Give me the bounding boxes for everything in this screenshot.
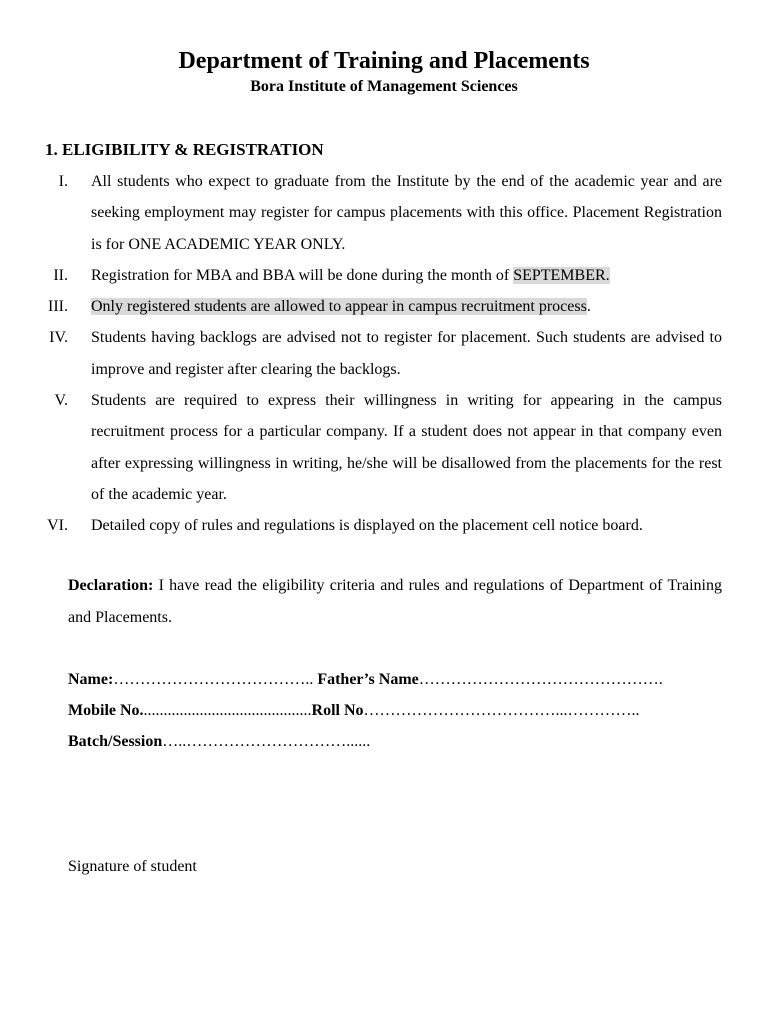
roll-no-field[interactable]: ………………………………...…………..	[363, 702, 640, 719]
item-text: All students who expect to graduate from the Institute by the end of the academic year and are seeking employment may register for campus placements with this office. Placement Registration is for ONE ACADEMIC YEAR ONLY.	[91, 173, 722, 253]
highlighted-text: SEPTEMBER.	[513, 266, 610, 284]
item-text-plain: Registration for MBA and BBA will be done during the month of	[91, 266, 514, 284]
item-text	[91, 291, 722, 322]
list-item	[0, 322, 768, 385]
item-text: Detailed copy of rules and regulations is displayed on the placement cell notice board.	[91, 517, 643, 535]
father-name-field[interactable]: ……………………………………….	[418, 671, 663, 688]
item-number: VI.	[47, 517, 68, 535]
declaration-text: I have read the eligibility criteria and rules and regulations of Department of Training and Placements.	[68, 577, 722, 626]
highlighted-text: Only registered students are allowed to appear in campus recruitment process	[91, 298, 587, 316]
item-text	[91, 260, 722, 291]
list-item	[0, 385, 768, 510]
declaration	[68, 570, 722, 633]
roll-no-label: Roll No	[311, 702, 364, 719]
form-row-batch	[68, 726, 722, 757]
form-row-mobile	[68, 695, 722, 726]
item-text: Students are required to express their willingness in writing for appearing in the campus recruitment process for a particular company. If a student does not appear in that company even after expressing willingness in writing, he/she will be disallowed from the placements for the rest of the academic year.	[91, 392, 722, 503]
father-name-label: Father’s Name	[317, 671, 419, 688]
list-item	[0, 166, 768, 260]
item-number: IV.	[49, 329, 68, 347]
form-row-name	[68, 664, 722, 695]
signature-label: Signature of student	[68, 858, 197, 875]
item-number: II.	[53, 266, 68, 284]
list-item	[0, 260, 768, 291]
rules-list	[0, 166, 768, 542]
item-text: Students having backlogs are advised not to register for placement. Such students are advised to improve and register after clearing the backlogs.	[91, 329, 722, 378]
institute-name: Bora Institute of Management Sciences	[250, 78, 518, 95]
item-text-plain: .	[586, 298, 591, 316]
name-label: Name:	[68, 671, 114, 688]
mobile-field[interactable]: ..........................................	[143, 702, 312, 719]
item-number: I.	[58, 173, 68, 190]
page-title: Department of Training and Placements	[178, 48, 590, 74]
batch-session-label: Batch/Session	[68, 733, 163, 750]
list-item	[0, 291, 768, 322]
item-number: V.	[54, 392, 68, 410]
mobile-label: Mobile No.	[68, 702, 144, 719]
student-details-form	[68, 664, 722, 757]
item-number: III.	[48, 298, 68, 316]
declaration-label: Declaration:	[68, 577, 154, 594]
section-heading: 1. ELIGIBILITY & REGISTRATION	[45, 140, 324, 159]
batch-session-field[interactable]: …..…………………………......	[162, 733, 371, 750]
list-item	[0, 510, 768, 541]
name-field[interactable]: ………………………………..	[113, 671, 318, 688]
